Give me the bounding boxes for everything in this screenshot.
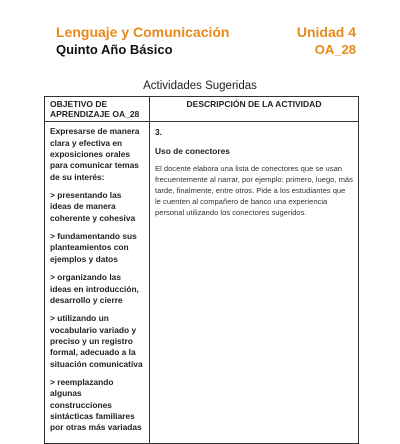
description-header: DESCRIPCIÓN DE LA ACTIVIDAD [150, 97, 359, 122]
objective-header: OBJETIVO DE APRENDIZAJE OA_28 [45, 97, 150, 122]
activity-cell [150, 122, 359, 443]
activities-table [44, 96, 359, 444]
objective-item: > organizando las ideas en introducción, desarrollo y cierre [50, 272, 139, 305]
objective-item: > utilizando un vocabulario variado y preciso y un registro formal, adecuado a la situación comunicativa [50, 313, 143, 369]
header-row-2 [56, 42, 356, 57]
page-header [56, 24, 356, 57]
objective-item: > reemplazando algunas construcciones sintácticas familiares por otras más variadas [50, 376, 142, 433]
objective-item: > fundamentando sus planteamientos con ejemplos y datos [50, 231, 137, 264]
objective-item: > presentando las ideas de manera coherente y cohesiva [50, 190, 136, 223]
objective-cell [45, 122, 150, 443]
objective-item: Expresarse de manera clara y efectiva en exposiciones orales para comunicar temas de su interés: [50, 126, 140, 182]
objective-code: OA_28 [314, 42, 356, 57]
subject-title: Lenguaje y Comunicación [56, 24, 230, 40]
table-header-row [45, 97, 359, 122]
section-title: Actividades Sugeridas [143, 80, 257, 92]
unit-label: Unidad 4 [296, 24, 356, 40]
activity-number: 3. [155, 127, 162, 138]
activity-description: El docente elabora una lista de conectores que se usan frecuentemente al narrar, por ejemplo: primero, luego, más tarde, finalmente, entre otros. Pide a los estudiantes que le cuenten al compañero de banco una experiencia personal utilizando los conectores sugeridos. [155, 163, 353, 217]
activity-title: Uso de conectores [155, 145, 230, 156]
grade-level: Quinto Año Básico [56, 42, 173, 57]
table-row [45, 122, 359, 443]
header-row-1 [56, 24, 356, 40]
